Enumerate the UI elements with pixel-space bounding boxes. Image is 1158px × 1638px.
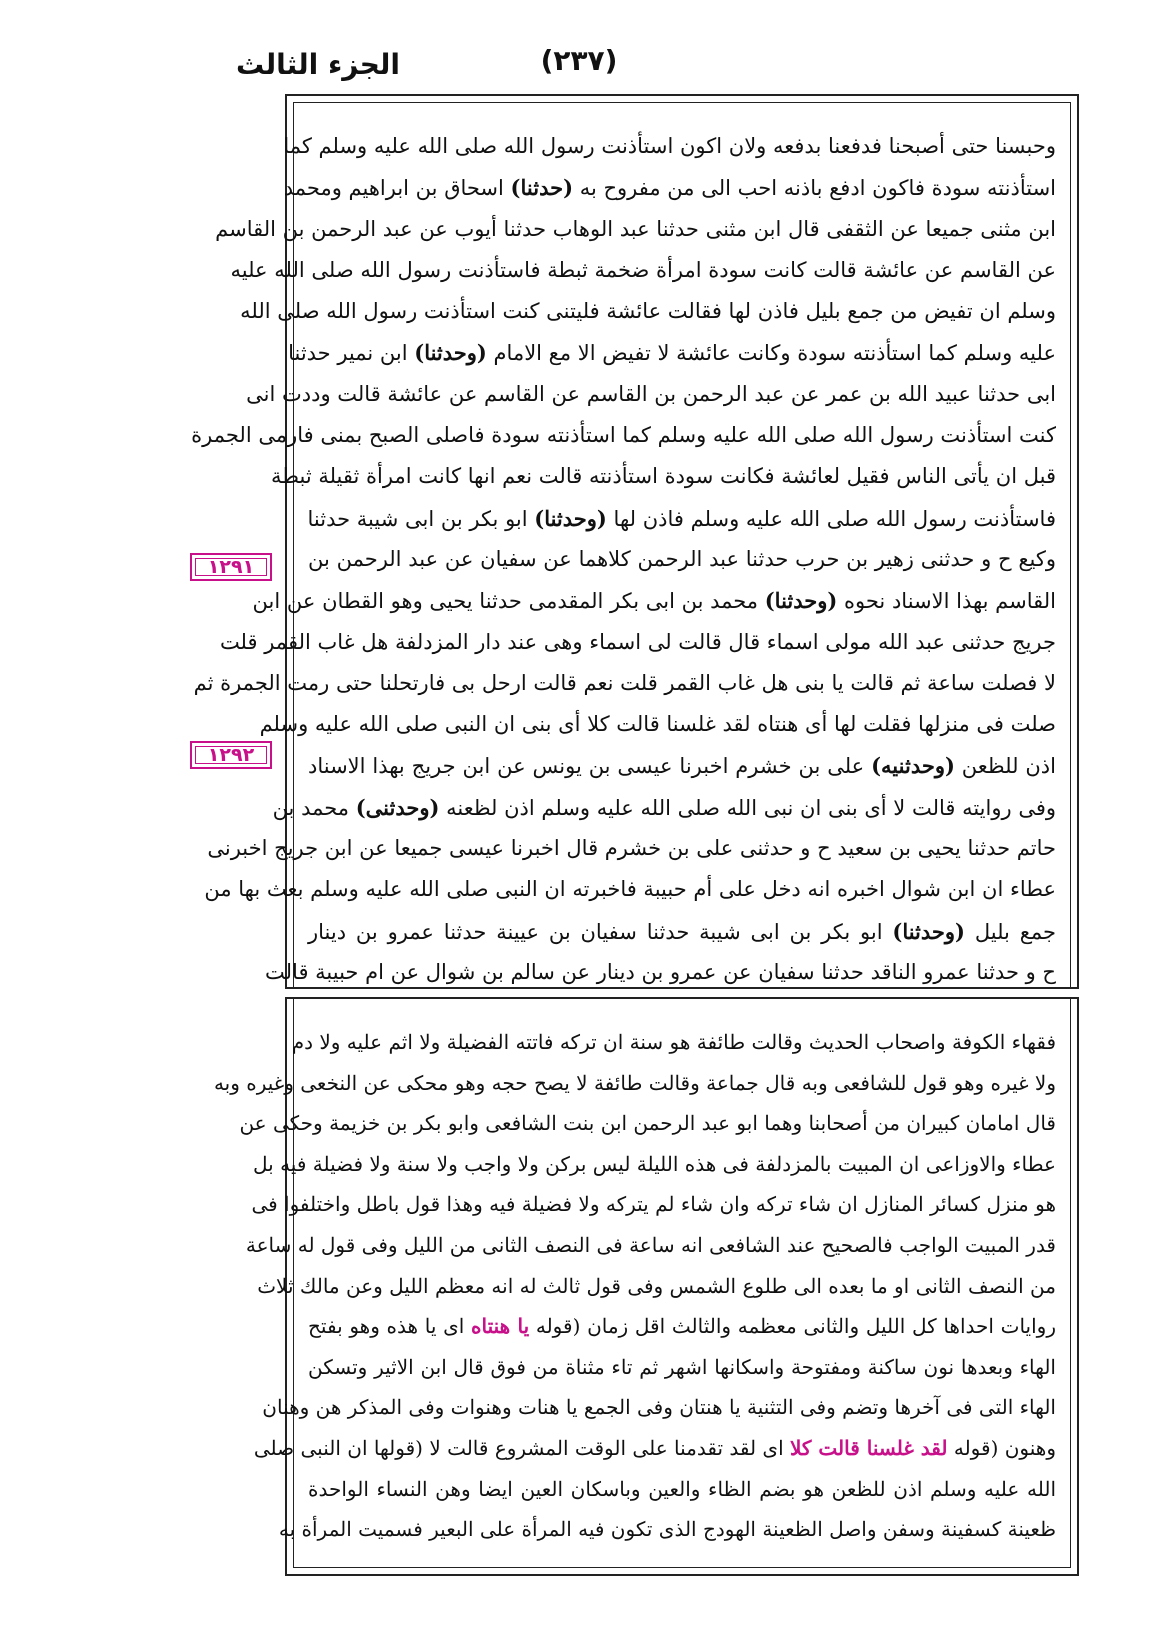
text-line: القاسم بهذا الاسناد نحوه (وحدثنا) محمد بن ابى بكر المقدمى حدثنا يحيى وهو القطان عن ابن: [252, 588, 1056, 614]
text-line: وحبسنا حتى أصبحنا فدفعنا بدفعه ولان اكون استأذنت رسول الله صلى الله عليه وسلم كما: [283, 134, 1056, 158]
text-line: من النصف الثانى او ما بعده الى طلوع الشمس وفى قول ثالث له انه معظم الليل وعن مالك ثلاث: [257, 1273, 1056, 1298]
text-line: كنت استأذنت رسول الله صلى الله عليه وسلم كما استأذنته سودة فاصلى الصبح بمنى فارمى الجمرة: [191, 423, 1056, 448]
text-line: هو منزل كسائر المنازل ان شاء تركه وان شاء لم يتركه ولا فضيلة فيه وهذا قول باطل واختلفوا فى: [251, 1192, 1056, 1217]
text-line: عن القاسم عن عائشة قالت كانت سودة امرأة ضخمة ثبطة فاستأذنت رسول الله صلى الله عليه: [230, 257, 1056, 282]
text-line: الله عليه وسلم اذن للظعن هو بضم الظاء والعين وباسكان العين ايضا وهن النساء الواحدة: [308, 1476, 1056, 1501]
hadith-number-marker: ١٢٩٢: [190, 741, 272, 769]
hadith-number-marker: ١٢٩١: [190, 553, 272, 581]
part-title: الجزء الثالث: [236, 48, 400, 81]
text-line: وفى روايته قالت لا أى بنى ان نبى الله صلى الله عليه وسلم اذن لظعنه (وحدثنى) محمد بن: [272, 794, 1056, 820]
text-line: قبل ان يأتى الناس فقيل لعائشة فكانت سودة استأذنته قالت نعم انها كانت امرأة ثقيلة ثبطة: [271, 464, 1056, 489]
commentary-text: [213, 1022, 1056, 1550]
text-line: استأذنته سودة فاكون ادفع باذنه احب الى من مفروح به (حدثنا) اسحاق بن ابراهيم ومحمد: [283, 175, 1056, 201]
text-line: وهنون (قوله لقد غلسنا قالت كلا اى لقد تقدمنا على الوقت المشروع قالت لا (قولها ان النبى صلى: [253, 1435, 1056, 1460]
text-line: ولا غيره وهو قول للشافعى وبه قال جماعة وقالت طائفة لا يصح حجه وهو محكى عن النخعى وغيره وبه: [213, 1070, 1056, 1095]
text-line: فاستأذنت رسول الله صلى الله عليه وسلم فاذن لها (وحدثنا) ابو بكر بن ابى شيبة حدثنا: [307, 505, 1056, 531]
text-line: جريج حدثنى عبد الله مولى اسماء قال قالت لى اسماء وهى عند دار المزدلفة هل غاب القمر قلت: [219, 629, 1056, 654]
page-number-wrap: [0, 44, 1158, 77]
text-line: ح و حدثنا عمرو الناقد حدثنا سفيان عن عمرو بن دينار عن سالم بن شوال عن ام حبيبة قالت: [265, 959, 1056, 984]
text-line: صلت فى منزلها فقلت لها أى هنتاه لقد غلسنا قالت كلا أى بنى ان النبى صلى الله عليه وسلم: [259, 712, 1056, 737]
text-line: ابى حدثنا عبيد الله بن عمر عن عبد الرحمن بن القاسم عن القاسم عن عائشة قالت وددت انى: [246, 381, 1056, 406]
text-line: ابن مثنى جميعا عن الثقفى قال ابن مثنى حدثنا عبد الوهاب حدثنا أيوب عن عبد الرحمن بن القاسم: [215, 216, 1056, 241]
text-line: الهاء وبعدها نون ساكنة ومفتوحة واسكانها اشهر ثم تاء مثناة من فوق قال ابن الاثير وتسكن: [308, 1354, 1056, 1379]
text-line: روايات احداها كل الليل والثانى معظمه والثالث اقل زمان (قوله يا هنتاه اى يا هذه وهو بفتح: [308, 1314, 1056, 1339]
text-line: وسلم ان تفيض من جمع بليل فاذن لها فقالت عائشة فليتنى كنت استأذنت رسول الله صلى الله: [240, 299, 1056, 324]
text-line: الهاء التى فى آخرها وتضم وفى التثنية يا هنتان وفى الجمع يا هنات وهنوات وفى المذكر هن وهنان: [262, 1395, 1056, 1420]
text-line: جمع بليل (وحدثنا) ابو بكر بن ابى شيبة حدثنا سفيان بن عيينة حدثنا عمرو بن دينار: [308, 918, 1056, 944]
text-line: اذن للظعن (وحدثنيه) على بن خشرم اخبرنا عيسى بن يونس عن ابن جريج بهذا الاسناد: [308, 753, 1056, 779]
text-line: وكيع ح و حدثنى زهير بن حرب حدثنا عبد الرحمن كلاهما عن سفيان عن عبد الرحمن بن: [308, 546, 1056, 571]
text-line: عليه وسلم كما استأذنته سودة وكانت عائشة لا تفيض الا مع الامام (وحدثنا) ابن نمير حدثنا: [288, 340, 1056, 366]
text-line: حاتم حدثنا يحيى بن سعيد ح و حدثنى على بن خشرم قال اخبرنا عيسى جميعا عن ابن جريج اخبرنى: [207, 836, 1056, 861]
text-line: قدر المبيت الواجب فالصحيح عند الشافعى انه ساعة فى النصف الثانى من الليل وفى قول له ساعة: [245, 1232, 1056, 1257]
text-line: قال امامان كبيران من أصحابنا وهما ابو عبد الرحمن ابن بنت الشافعى وابو بكر بن خزيمة وحكى عن: [239, 1111, 1056, 1136]
text-line: ظعينة كسفينة وسفن واصل الظعينة الهودج الذى تكون فيه المرأة على البعير فسميت المرأة به: [278, 1517, 1056, 1542]
text-line: عطاء ان ابن شوال اخبره انه دخل على أم حبيبة فاخبرته ان النبى صلى الله عليه وسلم بعث بها من: [204, 877, 1056, 902]
text-line: فقهاء الكوفة واصحاب الحديث وقالت طائفة هو سنة ان تركه فاتته الفضيلة ولا اثم عليه ولا دم: [291, 1030, 1056, 1054]
text-line: عطاء والاوزاعى ان المبيت بالمزدلفة فى هذه الليلة ليس بركن ولا واجب ولا سنة ولا فضيلة فيه بل: [253, 1151, 1056, 1176]
text-line: لا فصلت ساعة ثم قالت يا بنى هل غاب القمر قلت نعم قالت ارحل بى فارتحلنا حتى رمت الجمرة ثم: [193, 670, 1056, 695]
page-number: (٢٣٧): [540, 44, 618, 77]
